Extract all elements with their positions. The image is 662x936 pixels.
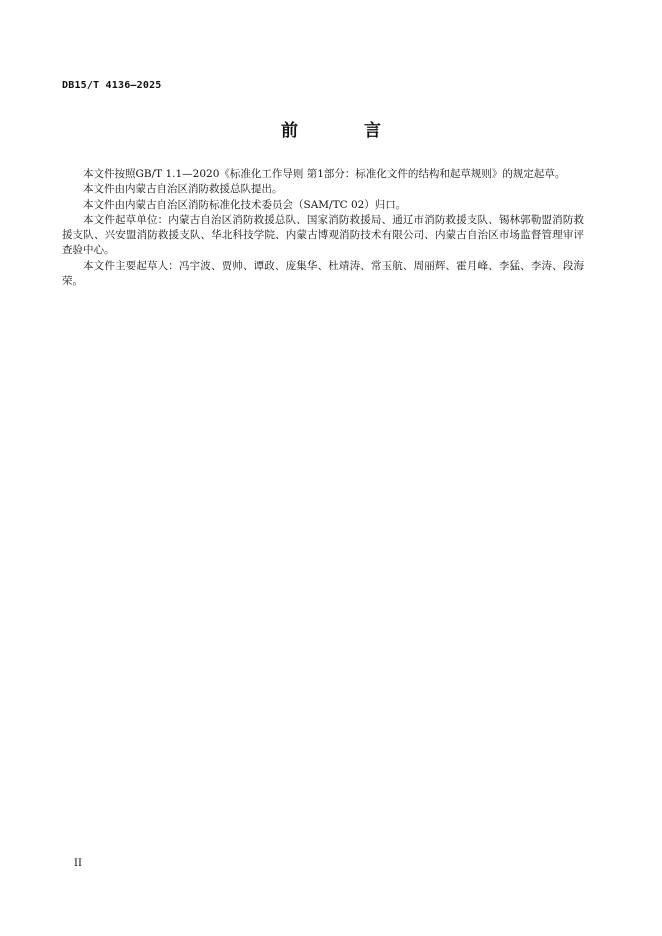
- foreword-body: [62, 167, 584, 289]
- page-title: 前 言: [281, 121, 411, 141]
- paragraph-drafting-basis: 本文件按照GB/T 1.1—2020《标准化工作导则 第1部分：标准化文件的结构和起草规则》的规定起草。: [83, 168, 566, 180]
- paragraph-proposer: 本文件由内蒙古自治区消防救援总队提出。: [83, 183, 283, 196]
- paragraph-committee: 本文件由内蒙古自治区消防标准化技术委员会（SAM/TC 02）归口。: [83, 198, 407, 211]
- document-code: DB15/T 4136—2025: [62, 80, 162, 91]
- paragraph-drafting-units: 本文件起草单位：内蒙古自治区消防救援总队、国家消防救援局、通辽市消防救援支队、锡林郭勒盟消防救援支队、兴安盟消防救援支队、华北科技学院、内蒙古博观消防技术有限公司、内蒙古自治区市场监督管理审评查验中心。: [62, 213, 584, 257]
- paragraph-drafters: 本文件主要起草人：冯宇波、贾帅、谭政、庞集华、杜靖涛、常玉航、周丽辉、霍月峰、李猛、李涛、段海荣。: [62, 259, 584, 288]
- page-number: II: [74, 858, 82, 869]
